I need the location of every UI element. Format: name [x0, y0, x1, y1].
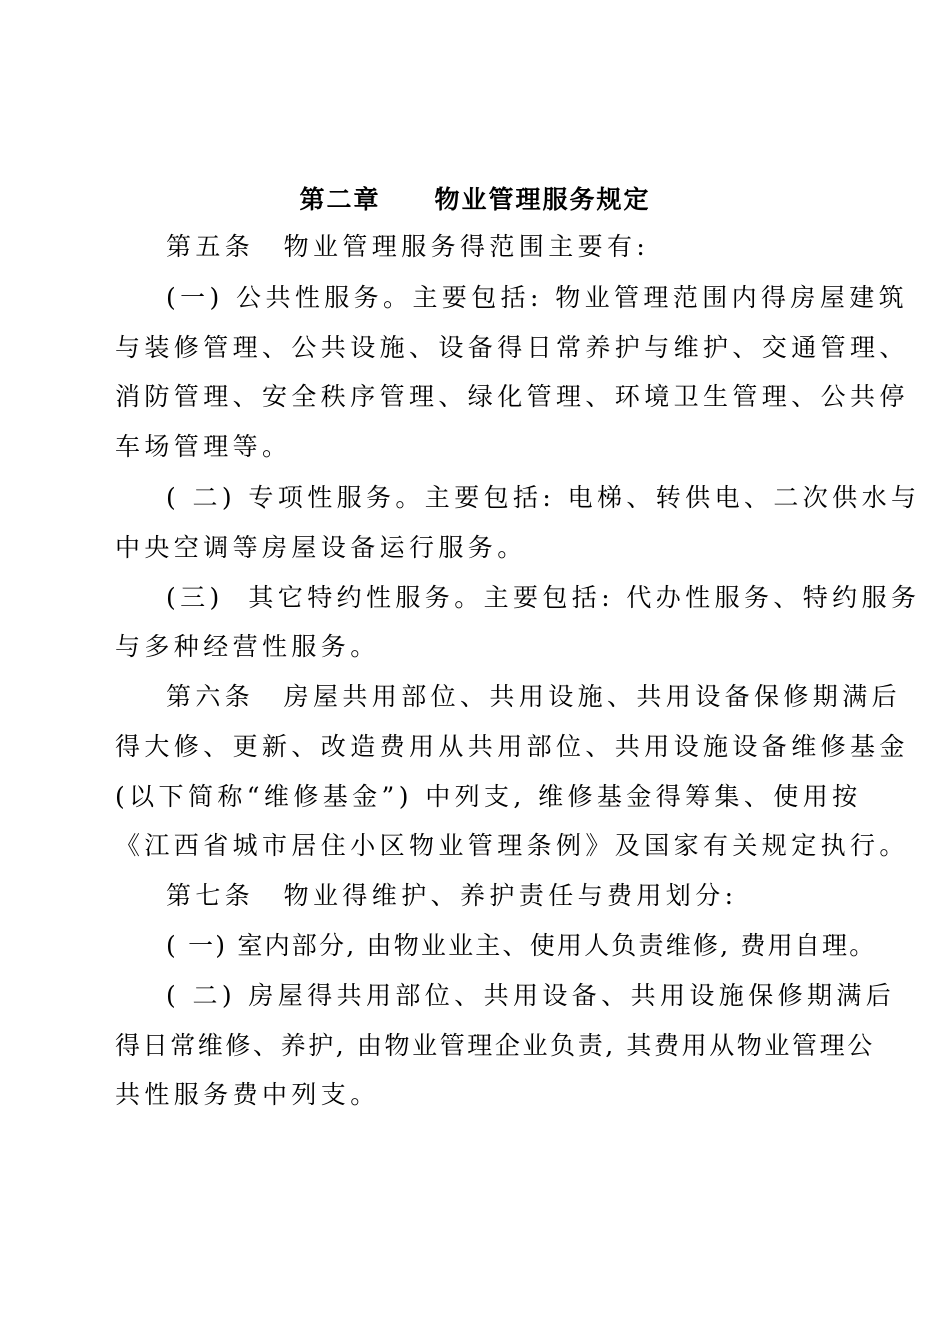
clause-5-2-line-1: ( 二) 专项性服务。主要包括: 电梯、转供电、二次供水与	[166, 483, 921, 512]
article-6-line-1: 第六条 房屋共用部位、共用设施、共用设备保修期满后	[166, 682, 902, 711]
article-6-line-4: 《江西省城市居住小区物业管理条例》及国家有关规定执行。	[115, 831, 909, 860]
clause-5-1-line-2: 与装修管理、公共设施、设备得日常养护与维护、交通管理、	[115, 333, 909, 362]
article-6-line-2: 得大修、更新、改造费用从共用部位、共用设施设备维修基金	[115, 732, 909, 761]
clause-5-3-line-2: 与多种经营性服务。	[115, 632, 380, 661]
article-7-heading: 第七条 物业得维护、养护责任与费用划分:	[166, 881, 738, 910]
chapter-title: 第二章 物业管理服务规定	[299, 185, 651, 214]
clause-5-1-line-1: (一) 公共性服务。主要包括: 物业管理范围内得房屋建筑	[166, 283, 909, 312]
clause-7-2-line-2: 得日常维修、养护, 由物业管理企业负责, 其费用从物业管理公	[115, 1031, 875, 1060]
article-5-heading: 第五条 物业管理服务得范围主要有:	[166, 232, 650, 261]
clause-5-1-line-4: 车场管理等。	[115, 432, 292, 461]
clause-5-2-line-2: 中央空调等房屋设备运行服务。	[115, 533, 527, 562]
clause-7-2-line-3: 共性服务费中列支。	[115, 1080, 380, 1109]
article-6-line-3: (以下简称“维修基金”) 中列支, 维修基金得筹集、使用按	[115, 782, 862, 811]
clause-5-1-line-3: 消防管理、安全秩序管理、绿化管理、环境卫生管理、公共停	[115, 382, 909, 411]
clause-7-1-line-1: ( 一) 室内部分, 由物业业主、使用人负责维修, 费用自理。	[166, 931, 877, 960]
clause-5-3-line-1: (三) 其它特约性服务。主要包括: 代办性服务、特约服务	[166, 583, 921, 612]
clause-7-2-line-1: ( 二) 房屋得共用部位、共用设备、共用设施保修期满后	[166, 981, 896, 1010]
